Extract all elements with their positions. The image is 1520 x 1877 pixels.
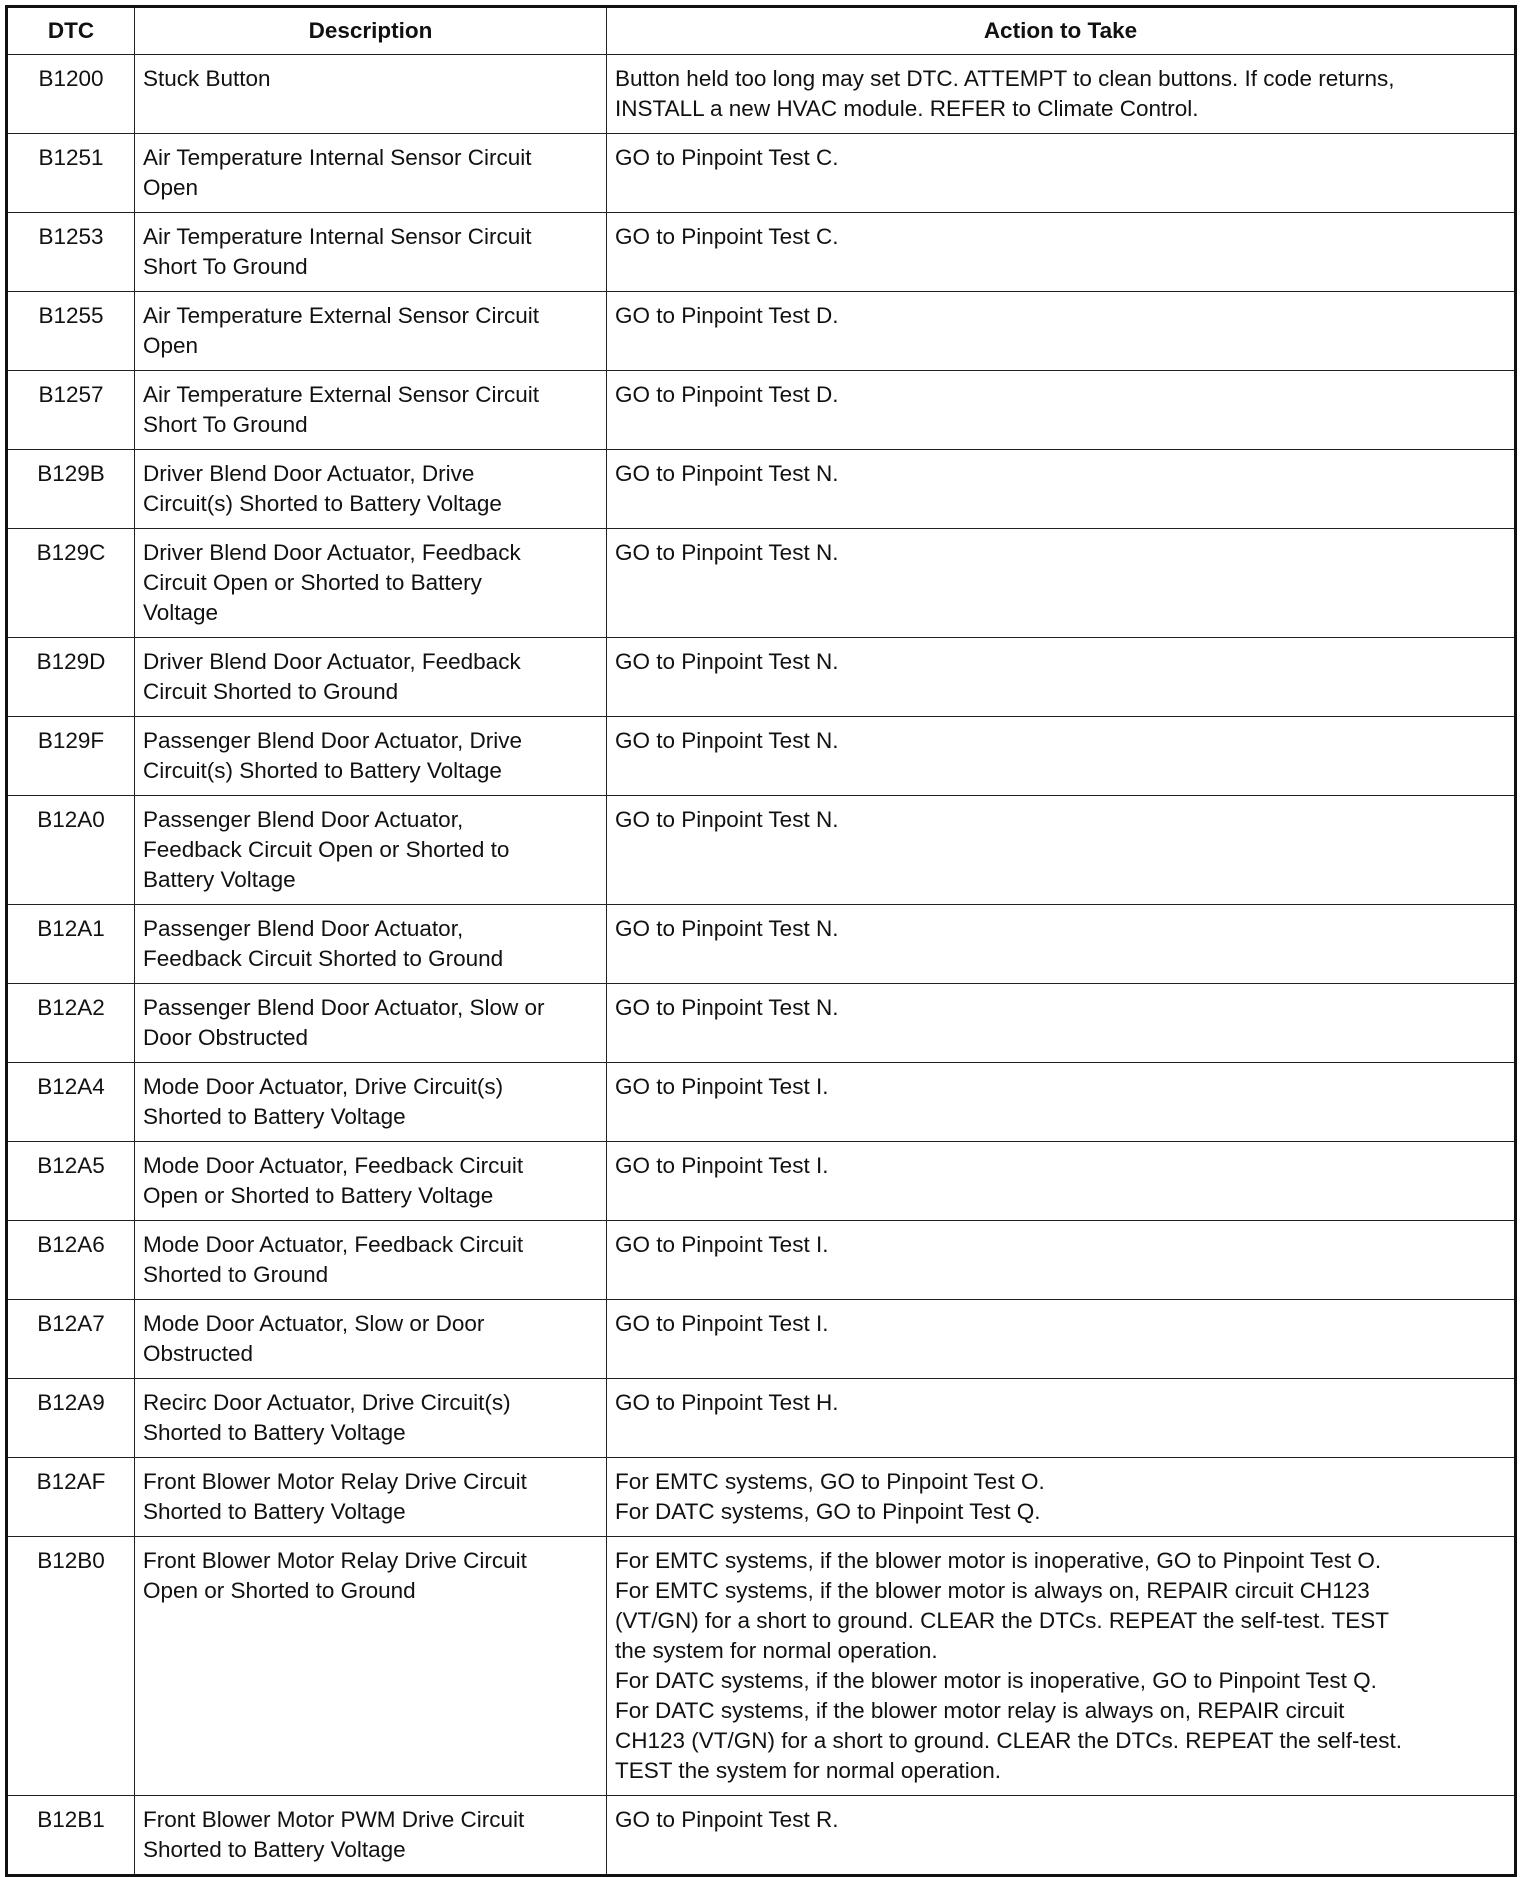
description-line: Recirc Door Actuator, Drive Circuit(s) — [143, 1390, 511, 1415]
description-cell — [135, 638, 607, 717]
action-cell — [607, 984, 1516, 1063]
action-cell — [607, 1142, 1516, 1221]
table-row — [7, 213, 1516, 292]
action-line: TEST the system for normal operation. — [615, 1758, 1001, 1783]
action-cell — [607, 1379, 1516, 1458]
action-line: GO to Pinpoint Test N. — [615, 807, 839, 832]
description-line: Driver Blend Door Actuator, Feedback — [143, 649, 521, 674]
table-row — [7, 371, 1516, 450]
action-cell — [607, 1458, 1516, 1537]
action-line: GO to Pinpoint Test N. — [615, 649, 839, 674]
description-line: Circuit Open or Shorted to Battery — [143, 570, 482, 595]
description-cell — [135, 1221, 607, 1300]
description-line: Voltage — [143, 600, 219, 625]
description-line: Feedback Circuit Open or Shorted to — [143, 837, 510, 862]
dtc-code: B1253 — [7, 213, 135, 292]
table-row — [7, 1537, 1516, 1796]
table-header-row — [7, 7, 1516, 55]
action-line: GO to Pinpoint Test N. — [615, 461, 839, 486]
description-line: Mode Door Actuator, Feedback Circuit — [143, 1153, 524, 1178]
table-row — [7, 1221, 1516, 1300]
description-cell — [135, 371, 607, 450]
action-line: GO to Pinpoint Test C. — [615, 224, 839, 249]
action-line: GO to Pinpoint Test N. — [615, 540, 839, 565]
action-line: GO to Pinpoint Test D. — [615, 303, 839, 328]
table-row — [7, 1063, 1516, 1142]
action-line: GO to Pinpoint Test N. — [615, 916, 839, 941]
action-line: (VT/GN) for a short to ground. CLEAR the DTCs. REPEAT the self-test. TEST — [615, 1608, 1390, 1633]
description-line: Driver Blend Door Actuator, Drive — [143, 461, 475, 486]
action-line: GO to Pinpoint Test I. — [615, 1232, 829, 1257]
description-line: Circuit(s) Shorted to Battery Voltage — [143, 758, 502, 783]
description-cell — [135, 55, 607, 134]
dtc-code: B12A2 — [7, 984, 135, 1063]
description-line: Air Temperature External Sensor Circuit — [143, 382, 539, 407]
action-line: GO to Pinpoint Test D. — [615, 382, 839, 407]
description-line: Open — [143, 175, 199, 200]
description-line: Driver Blend Door Actuator, Feedback — [143, 540, 521, 565]
description-cell — [135, 1379, 607, 1458]
dtc-code: B12A9 — [7, 1379, 135, 1458]
dtc-code: B12B1 — [7, 1796, 135, 1876]
table-row — [7, 292, 1516, 371]
description-line: Battery Voltage — [143, 867, 296, 892]
action-cell — [607, 292, 1516, 371]
table-row — [7, 134, 1516, 213]
description-cell — [135, 1063, 607, 1142]
description-line: Passenger Blend Door Actuator, — [143, 916, 464, 941]
action-cell — [607, 134, 1516, 213]
table-row — [7, 1796, 1516, 1876]
description-line: Short To Ground — [143, 254, 308, 279]
description-line: Stuck Button — [143, 66, 271, 91]
description-cell — [135, 1300, 607, 1379]
table-row — [7, 796, 1516, 905]
action-line: Button held too long may set DTC. ATTEMPT to clean buttons. If code returns, — [615, 66, 1395, 91]
description-line: Shorted to Battery Voltage — [143, 1837, 406, 1862]
description-line: Front Blower Motor PWM Drive Circuit — [143, 1807, 525, 1832]
dtc-code: B129F — [7, 717, 135, 796]
description-cell — [135, 905, 607, 984]
description-cell — [135, 529, 607, 638]
header-description: Description — [135, 7, 607, 55]
action-cell — [607, 905, 1516, 984]
dtc-code: B1257 — [7, 371, 135, 450]
action-line: GO to Pinpoint Test I. — [615, 1074, 829, 1099]
action-cell — [607, 1796, 1516, 1876]
table-row — [7, 717, 1516, 796]
dtc-code: B12AF — [7, 1458, 135, 1537]
description-line: Passenger Blend Door Actuator, Slow or — [143, 995, 545, 1020]
action-cell — [607, 1221, 1516, 1300]
description-line: Feedback Circuit Shorted to Ground — [143, 946, 504, 971]
action-cell — [607, 450, 1516, 529]
dtc-code: B129D — [7, 638, 135, 717]
dtc-code: B1200 — [7, 55, 135, 134]
description-line: Front Blower Motor Relay Drive Circuit — [143, 1548, 527, 1573]
action-cell — [607, 638, 1516, 717]
description-line: Open — [143, 333, 199, 358]
table-row — [7, 1300, 1516, 1379]
header-action: Action to Take — [607, 7, 1516, 55]
description-line: Shorted to Ground — [143, 1262, 329, 1287]
action-cell — [607, 1537, 1516, 1796]
description-cell — [135, 1537, 607, 1796]
action-line: GO to Pinpoint Test N. — [615, 995, 839, 1020]
dtc-code: B12A1 — [7, 905, 135, 984]
description-cell — [135, 450, 607, 529]
table-row — [7, 450, 1516, 529]
action-line: For EMTC systems, if the blower motor is always on, REPAIR circuit CH123 — [615, 1578, 1370, 1603]
description-line: Short To Ground — [143, 412, 308, 437]
dtc-code: B12A0 — [7, 796, 135, 905]
description-cell — [135, 1796, 607, 1876]
action-line: For EMTC systems, GO to Pinpoint Test O. — [615, 1469, 1045, 1494]
action-line: INSTALL a new HVAC module. REFER to Climate Control. — [615, 96, 1199, 121]
description-cell — [135, 213, 607, 292]
description-line: Passenger Blend Door Actuator, — [143, 807, 464, 832]
header-dtc: DTC — [7, 7, 135, 55]
action-line: CH123 (VT/GN) for a short to ground. CLEAR the DTCs. REPEAT the self-test. — [615, 1728, 1402, 1753]
action-line: For DATC systems, GO to Pinpoint Test Q. — [615, 1499, 1041, 1524]
action-cell — [607, 213, 1516, 292]
table-body — [7, 55, 1516, 1876]
action-line: GO to Pinpoint Test C. — [615, 145, 839, 170]
description-cell — [135, 134, 607, 213]
description-line: Air Temperature Internal Sensor Circuit — [143, 145, 532, 170]
action-line: For DATC systems, if the blower motor is inoperative, GO to Pinpoint Test Q. — [615, 1668, 1377, 1693]
dtc-code: B12A7 — [7, 1300, 135, 1379]
action-cell — [607, 371, 1516, 450]
action-cell — [607, 796, 1516, 905]
action-cell — [607, 1063, 1516, 1142]
action-line: For EMTC systems, if the blower motor is inoperative, GO to Pinpoint Test O. — [615, 1548, 1382, 1573]
description-line: Obstructed — [143, 1341, 254, 1366]
action-line: For DATC systems, if the blower motor relay is always on, REPAIR circuit — [615, 1698, 1345, 1723]
description-cell — [135, 1142, 607, 1221]
description-line: Circuit(s) Shorted to Battery Voltage — [143, 491, 502, 516]
description-line: Air Temperature External Sensor Circuit — [143, 303, 539, 328]
description-line: Open or Shorted to Battery Voltage — [143, 1183, 494, 1208]
description-line: Circuit Shorted to Ground — [143, 679, 399, 704]
description-cell — [135, 292, 607, 371]
description-line: Mode Door Actuator, Slow or Door — [143, 1311, 485, 1336]
description-line: Front Blower Motor Relay Drive Circuit — [143, 1469, 527, 1494]
table-row — [7, 55, 1516, 134]
table-row — [7, 905, 1516, 984]
description-cell — [135, 796, 607, 905]
description-line: Air Temperature Internal Sensor Circuit — [143, 224, 532, 249]
dtc-code: B129C — [7, 529, 135, 638]
action-cell — [607, 717, 1516, 796]
table-row — [7, 529, 1516, 638]
dtc-code: B1255 — [7, 292, 135, 371]
action-line: GO to Pinpoint Test I. — [615, 1311, 829, 1336]
action-cell — [607, 1300, 1516, 1379]
table-row — [7, 1458, 1516, 1537]
dtc-code: B129B — [7, 450, 135, 529]
action-cell — [607, 529, 1516, 638]
dtc-code: B1251 — [7, 134, 135, 213]
table-row — [7, 1379, 1516, 1458]
description-cell — [135, 984, 607, 1063]
description-line: Door Obstructed — [143, 1025, 309, 1050]
dtc-table — [5, 5, 1517, 1877]
description-cell — [135, 1458, 607, 1537]
dtc-code: B12A4 — [7, 1063, 135, 1142]
dtc-code: B12A5 — [7, 1142, 135, 1221]
action-line: GO to Pinpoint Test N. — [615, 728, 839, 753]
description-line: Shorted to Battery Voltage — [143, 1104, 406, 1129]
description-line: Open or Shorted to Ground — [143, 1578, 416, 1603]
description-line: Mode Door Actuator, Feedback Circuit — [143, 1232, 524, 1257]
description-line: Mode Door Actuator, Drive Circuit(s) — [143, 1074, 504, 1099]
action-cell — [607, 55, 1516, 134]
description-line: Shorted to Battery Voltage — [143, 1499, 406, 1524]
dtc-code: B12B0 — [7, 1537, 135, 1796]
action-line: GO to Pinpoint Test I. — [615, 1153, 829, 1178]
dtc-code: B12A6 — [7, 1221, 135, 1300]
table-row — [7, 638, 1516, 717]
action-line: GO to Pinpoint Test R. — [615, 1807, 839, 1832]
table-row — [7, 1142, 1516, 1221]
description-line: Passenger Blend Door Actuator, Drive — [143, 728, 522, 753]
action-line: the system for normal operation. — [615, 1638, 938, 1663]
description-cell — [135, 717, 607, 796]
description-line: Shorted to Battery Voltage — [143, 1420, 406, 1445]
table-row — [7, 984, 1516, 1063]
action-line: GO to Pinpoint Test H. — [615, 1390, 839, 1415]
